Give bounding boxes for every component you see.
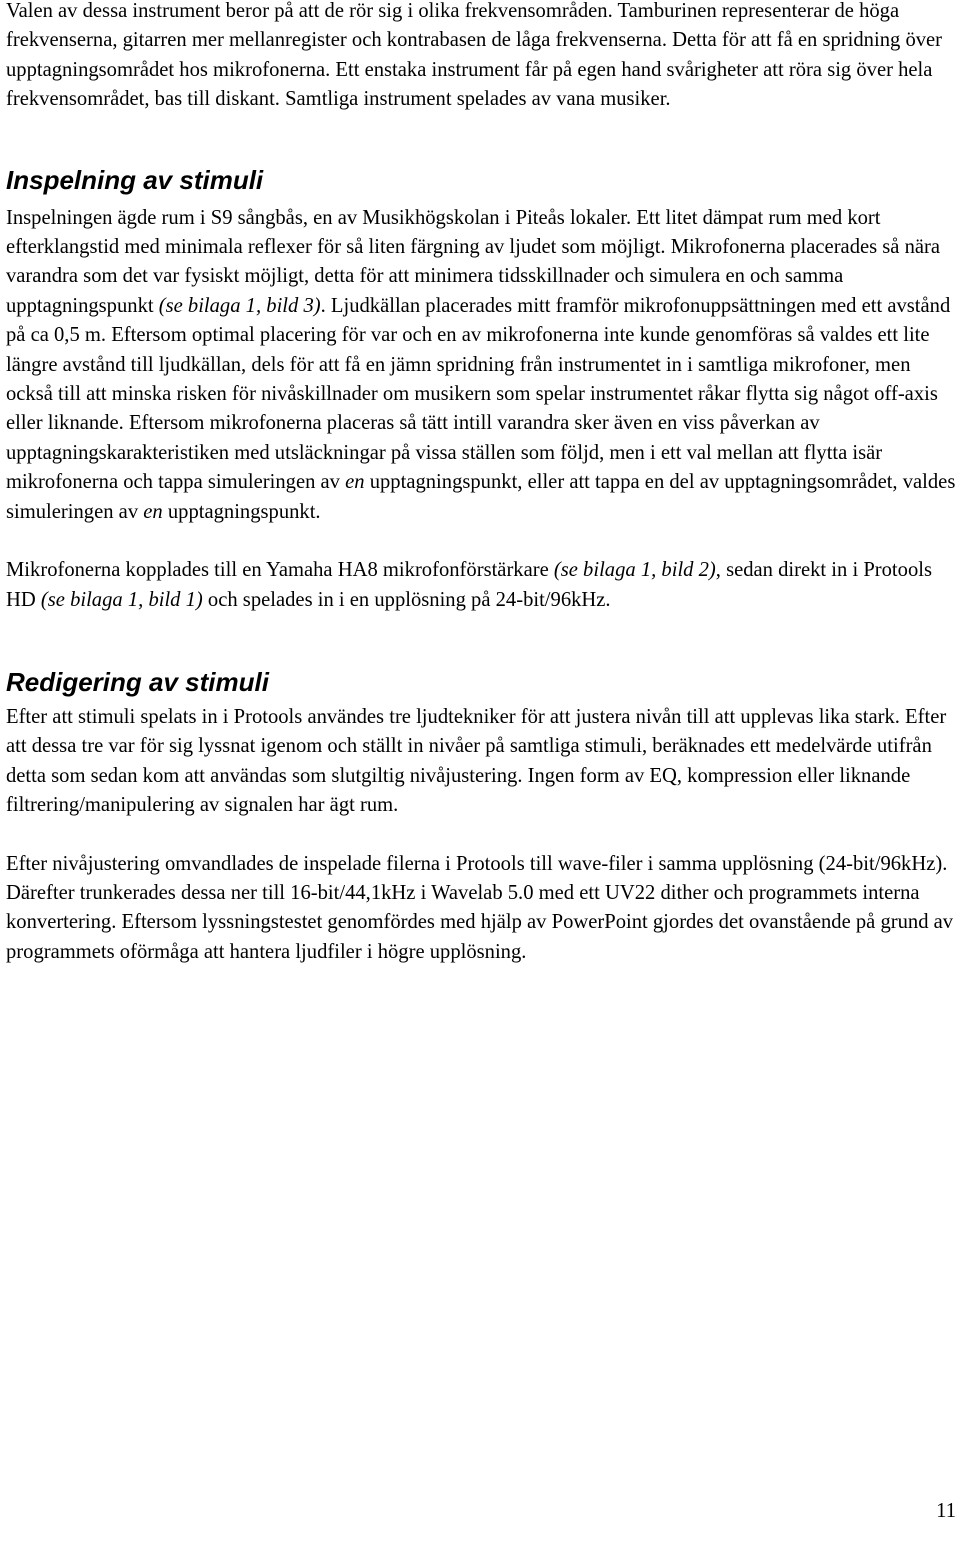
redigering-paragraph-1: Efter att stimuli spelats in i Protools användes tre ljudtekniker för att justera nivån till att upplevas lika stark. Efter att dessa tre var för sig lyssnat igenom och ställt in nivåer på samtliga stimuli, beräknades ett medelvärde utifrån detta som sedan kom att användas som slutgiltig nivåjustering. Ingen form av EQ, kompression eller liknande filtrering/manipulering av signalen har ägt rum.: [6, 705, 947, 817]
page-number: 11: [936, 1500, 956, 1522]
text-run: upptagningspunkt.: [162, 500, 321, 523]
figure-reference: (se bilaga 1, bild 1): [40, 588, 203, 611]
inspelning-paragraph-2: [6, 556, 958, 615]
figure-reference: (se bilaga 1, bild 3): [158, 294, 321, 317]
emphasis: en: [345, 471, 365, 494]
text-run: , sedan direkt in i Protools HD: [6, 559, 932, 611]
emphasis: en: [143, 500, 163, 523]
section-heading-inspelning: Inspelning av stimuli: [6, 164, 264, 195]
inspelning-paragraph-1: [6, 204, 958, 527]
text-run: Inspelningen ägde rum i S9 sångbås, en av Musikhögskolan i Piteås lokaler. Ett litet dämpat rum med kort efterklangstid med minimala reflexer för så liten färgning av ljudet som möjligt. Mikrofonerna placerades så nära varandra som det var fysiskt möjligt, detta för att minimera tidsskillnader och simulera en och samma upptagningspunkt: [6, 206, 941, 317]
figure-reference: (se bilaga 1, bild 2): [553, 559, 716, 582]
text-run: upptagningspunkt, eller att tappa en del av upptagningsområdet, valdes simuleringen av: [6, 471, 956, 523]
text-run: Mikrofonerna kopplades till en Yamaha HA8 mikrofonförstärkare: [6, 559, 554, 582]
redigering-paragraph-2: Efter nivåjustering omvandlades de inspelade filerna i Protools till wave-filer i samma upplösning (24-bit/96kHz). Därefter trunkerades dessa ner till 16-bit/44,1kHz i Wavelab 5.0 med ett UV22 dither och programmets interna konvertering. Eftersom lyssningstestet genomfördes med hjälp av PowerPoint gjordes det ovanstående på grund av programmets oförmåga att hantera ljudfiler i högre upplösning.: [6, 852, 954, 963]
document-page: [6, 0, 958, 967]
text-run: och spelades in i en upplösning på 24-bit/96kHz.: [202, 588, 611, 611]
intro-paragraph: Valen av dessa instrument beror på att de rör sig i olika frekvensområden. Tamburinen representerar de höga frekvenserna, gitarren mer mellanregister och kontrabasen de låga frekvenserna. Detta för att få en spridning över upptagningsområdet hos mikrofonerna. Ett enstaka instrument får på egen hand svårigheter att röra sig över hela frekvensområdet, bas till diskant. Samtliga instrument spelades av vana musiker.: [6, 0, 943, 111]
text-run: . Ljudkällan placerades mitt framför mikrofonuppsättningen med ett avstånd på ca 0,5 m. Eftersom optimal placering för var och en av mikrofonerna inte kunde genomföras så valdes ett lite längre avstånd till ljudkällan, dels för att få en jämn spridning från instrumentet in i samtliga mikrofoner, men också till att minska risken för nivåskillnader om musikern som spelar instrumentet råkar flytta sig något off-axis eller liknande. Eftersom mikrofonerna placeras så tätt intill varandra sker även en viss påverkan av upptagningskarakteristiken med utsläckningar på vissa ställen som följd, men i ett val mellan att flytta isär mikrofonerna och tappa simuleringen av: [6, 294, 951, 494]
section-heading-redigering: Redigering av stimuli: [6, 666, 269, 697]
